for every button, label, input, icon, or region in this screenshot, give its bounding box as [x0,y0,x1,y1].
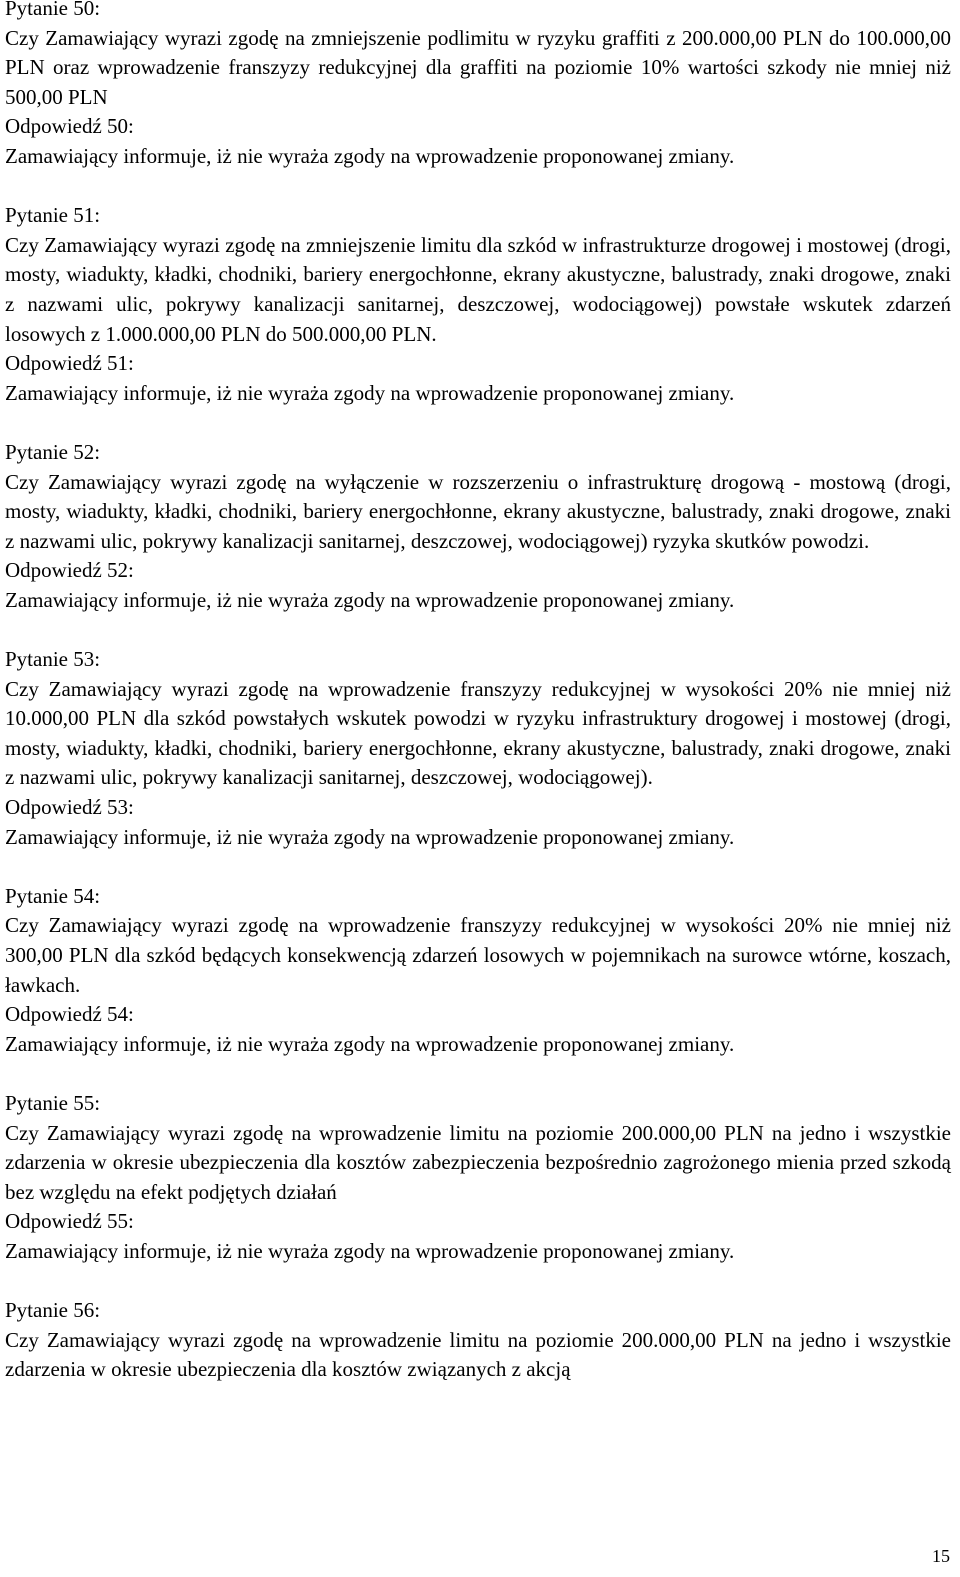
answer-label: Odpowiedź 52: [5,558,134,583]
question-text: Czy Zamawiający wyrazi zgodę na wprowadzenie limitu na poziomie 200.000,00 PLN na jedno i wszystkie zdarzenia w okresie ubezpieczenia dla kosztów związanych z akcją [5,1327,951,1382]
question-text: Czy Zamawiający wyrazi zgodę na wprowadzenie limitu na poziomie 200.000,00 PLN na jedno i wszystkie zdarzenia w okresie ubezpieczenia dla kosztów zabezpieczenia bezpośrednio zagrożonego mienia przed szkodą bez względu na efekt podjętych działań [5,1120,951,1204]
answer-text: Zamawiający informuje, iż nie wyraża zgody na wprowadzenie proponowanej zmiany. [5,380,735,405]
answer-label: Odpowiedź 54: [5,1002,134,1027]
question-text: Czy Zamawiający wyrazi zgodę na zmniejszenie limitu dla szkód w infrastrukturze drogowej i mostowej (drogi, mosty, wiadukty, kładki, chodniki, bariery energochłonne, ekrany akustyczne, balustrady, znaki drogowe, znaki z nazwami ulic, pokrywy kanalizacji sanitarnej, deszczowej, wodociągowej) powstałe wskutek zdarzeń losowych z 1.000.000,00 PLN do 500.000,00 PLN. [5,232,951,346]
question-label: Pytanie 55: [5,1090,101,1115]
question-51 [5,201,951,408]
question-text: Czy Zamawiający wyrazi zgodę na wprowadzenie franszyzy redukcyjnej w wysokości 20% nie mniej niż 300,00 PLN dla szkód będących konsekwencją zdarzeń losowych w pojemnikach na surowce wtórne, koszach, ławkach. [5,913,951,997]
answer-text: Zamawiający informuje, iż nie wyraża zgody na wprowadzenie proponowanej zmiany. [5,1031,735,1056]
answer-text: Zamawiający informuje, iż nie wyraża zgody na wprowadzenie proponowanej zmiany. [5,824,735,849]
question-text: Czy Zamawiający wyrazi zgodę na wyłączenie w rozszerzeniu o infrastrukturę drogową - mostową (drogi, mosty, wiadukty, kładki, chodniki, bariery energochłonne, ekrany akustyczne, balustrady, znaki drogowe, znaki z nazwami ulic, pokrywy kanalizacji sanitarnej, deszczowej, wodociągowej) ryzyka skutków powodzi. [5,469,951,553]
question-label: Pytanie 50: [5,0,101,20]
question-text: Czy Zamawiający wyrazi zgodę na wprowadzenie franszyzy redukcyjnej w wysokości 20% nie mniej niż 10.000,00 PLN dla szkód powstałych wskutek powodzi w ryzyku infrastruktury drogowej i mostowej (drogi, mosty, wiadukty, kładki, chodniki, bariery energochłonne, ekrany akustyczne, balustrady, znaki drogowe, znaki z nazwami ulic, pokrywy kanalizacji sanitarnej, deszczowej, wodociągowej). [5,676,951,790]
question-55 [5,1089,951,1267]
answer-label: Odpowiedź 53: [5,795,134,820]
question-label: Pytanie 53: [5,647,101,672]
question-53 [5,645,951,852]
answer-label: Odpowiedź 50: [5,114,134,139]
document-page [5,0,951,1415]
question-label: Pytanie 56: [5,1298,101,1323]
answer-label: Odpowiedź 55: [5,1209,134,1234]
question-label: Pytanie 51: [5,203,101,228]
question-text: Czy Zamawiający wyrazi zgodę na zmniejszenie podlimitu w ryzyku graffiti z 200.000,00 PLN do 100.000,00 PLN oraz wprowadzenie franszyzy redukcyjnej dla graffiti na poziomie 10% wartości szkody nie mniej niż 500,00 PLN [5,25,951,109]
question-50 [5,0,951,172]
answer-text: Zamawiający informuje, iż nie wyraża zgody na wprowadzenie proponowanej zmiany. [5,143,735,168]
question-52 [5,438,951,616]
answer-label: Odpowiedź 51: [5,351,134,376]
question-54 [5,882,951,1060]
answer-text: Zamawiający informuje, iż nie wyraża zgody na wprowadzenie proponowanej zmiany. [5,587,735,612]
question-label: Pytanie 54: [5,883,101,908]
answer-text: Zamawiający informuje, iż nie wyraża zgody na wprowadzenie proponowanej zmiany. [5,1238,735,1263]
question-56 [5,1296,951,1385]
question-label: Pytanie 52: [5,439,101,464]
page-number: 15 [932,1546,950,1566]
